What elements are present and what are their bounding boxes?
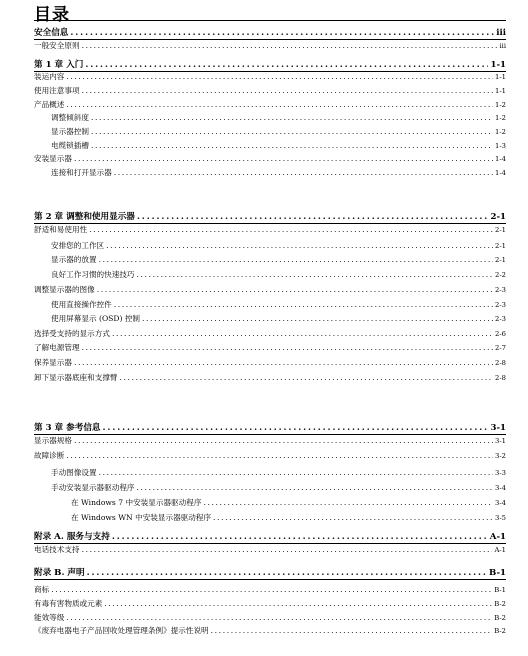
toc-entry-label: 《废弃电器电子产品回收处理管理条例》提示性说明 (34, 626, 209, 635)
dot-leader (103, 424, 489, 433)
toc-page-number: iii (496, 28, 506, 38)
toc-entry-label: 舒适和易使用性 (34, 225, 88, 234)
dot-leader (97, 286, 493, 294)
toc-entry[interactable] (34, 169, 506, 177)
toc-entry-label: 产品概述 (34, 100, 65, 109)
toc-entry-label: 装运内容 (34, 72, 65, 81)
toc-page-number: B-2 (494, 627, 506, 635)
toc-entry-label: 第 3 章 参考信息 (34, 423, 101, 433)
toc-chapter-heading[interactable] (34, 213, 506, 222)
toc-entry-label: 保养显示器 (34, 358, 72, 367)
toc-entry-label: 连接和打开显示器 (51, 168, 112, 177)
dot-leader (203, 499, 493, 507)
dot-leader (91, 128, 493, 136)
toc-page-number: iii (499, 42, 506, 50)
dot-leader (82, 546, 493, 554)
toc-entry-label: 选择受支持的显示方式 (34, 329, 110, 338)
toc-entry-label: 调整显示器的图像 (34, 285, 95, 294)
toc-entry[interactable] (34, 271, 506, 279)
toc-entry-label: 使用屏幕显示 (OSD) 控制 (51, 314, 141, 323)
dot-leader (87, 569, 487, 578)
toc-page-number: 1-2 (495, 101, 506, 109)
toc-page-number: 1-3 (495, 142, 506, 150)
toc-entry-label: 显示器的放置 (51, 255, 97, 264)
dot-leader (112, 330, 493, 338)
toc-entry[interactable] (34, 286, 506, 294)
toc-page-number: 2-3 (495, 286, 506, 294)
toc-page-number: 2-7 (495, 344, 506, 352)
toc-page-number: 1-1 (495, 87, 506, 95)
dot-leader (112, 533, 488, 542)
toc-page-number: 2-3 (495, 315, 506, 323)
toc-entry-label: 在 Windows WN 中安装显示器驱动程序 (71, 513, 212, 522)
toc-page-number: 3-3 (495, 469, 506, 477)
toc-entry-label: 安装显示器 (34, 154, 72, 163)
toc-entry[interactable] (34, 600, 506, 608)
toc-entry-label: 故障诊断 (34, 451, 65, 460)
toc-entry[interactable] (34, 359, 506, 367)
toc-entry[interactable] (34, 374, 506, 382)
toc-chapter-heading[interactable] (34, 61, 506, 70)
toc-entry-label: 卸下显示器底座和支撑臂 (34, 373, 118, 382)
toc-page-number: B-2 (494, 600, 506, 608)
chapter-rule (34, 71, 506, 72)
dot-leader (89, 226, 493, 234)
toc-page-number: B-1 (494, 586, 506, 594)
toc-entry[interactable] (34, 546, 506, 554)
toc-entry[interactable] (34, 614, 506, 622)
toc-entry-label: 显示器规格 (34, 436, 72, 445)
toc-entry[interactable] (34, 73, 506, 81)
chapter-rule (34, 434, 506, 435)
toc-page-number: A-1 (494, 546, 506, 554)
toc-entry[interactable] (34, 42, 506, 50)
dot-leader (99, 469, 493, 477)
toc-page-number: 3-5 (495, 514, 506, 522)
toc-entry[interactable] (34, 586, 506, 594)
dot-leader (120, 374, 494, 382)
dot-leader (66, 73, 493, 81)
toc-page-number: 1-4 (495, 169, 506, 177)
toc-page-number: 2-1 (495, 242, 506, 250)
dot-leader (82, 87, 493, 95)
toc-entry[interactable] (34, 499, 506, 507)
toc-chapter-heading[interactable] (34, 569, 506, 578)
toc-page-number: B-2 (494, 614, 506, 622)
dot-leader (99, 256, 493, 264)
toc-entry-label: 电话技术支持 (34, 545, 80, 554)
toc-page-number: 1-2 (495, 128, 506, 136)
dot-leader (91, 142, 493, 150)
page-title: 目录 (34, 5, 70, 25)
dot-leader (74, 437, 493, 445)
toc-page-number: 1-1 (490, 60, 506, 70)
toc-entry[interactable] (34, 301, 506, 309)
toc-page-number: 3-4 (495, 499, 506, 507)
toc-entry[interactable] (34, 315, 506, 323)
dot-leader (74, 155, 493, 163)
toc-entry[interactable] (34, 114, 506, 122)
toc-entry[interactable] (34, 469, 506, 477)
toc-page-number: A-1 (489, 532, 506, 542)
toc-entry-label: 一般安全原则 (34, 41, 80, 50)
dot-leader (85, 61, 488, 70)
toc-entry[interactable] (34, 128, 506, 136)
toc-entry[interactable] (34, 627, 506, 635)
dot-leader (66, 452, 493, 460)
dot-leader (137, 213, 489, 222)
toc-entry[interactable] (34, 155, 506, 163)
dot-leader (114, 169, 493, 177)
toc-page-number: 2-1 (490, 212, 506, 222)
dot-leader (51, 586, 492, 594)
chapter-rule (34, 579, 506, 580)
toc-page-number: 3-4 (495, 484, 506, 492)
toc-entry-label: 了解电源管理 (34, 343, 80, 352)
dot-leader (106, 242, 493, 250)
dot-leader (66, 614, 492, 622)
toc-chapter-heading[interactable] (34, 424, 506, 433)
dot-leader (114, 301, 493, 309)
dot-leader (70, 29, 494, 38)
toc-entry[interactable] (34, 484, 506, 492)
dot-leader (137, 484, 494, 492)
toc-entry[interactable] (34, 87, 506, 95)
toc-page-number: 2-8 (495, 359, 506, 367)
toc-page-number: 1-4 (495, 155, 506, 163)
dot-leader (66, 101, 493, 109)
chapter-rule (34, 39, 506, 40)
toc-entry-label: 良好工作习惯的快速技巧 (51, 270, 135, 279)
title-rule (34, 20, 506, 21)
chapter-rule (34, 223, 506, 224)
toc-entry-label: 调整倾斜度 (51, 113, 89, 122)
toc-entry-label: 附录 A. 服务与支持 (34, 532, 110, 542)
dot-leader (74, 359, 493, 367)
dot-leader (142, 315, 493, 323)
toc-entry-label: 第 2 章 调整和使用显示器 (34, 212, 135, 222)
toc-page-number: 3-1 (495, 437, 506, 445)
toc-entry[interactable] (34, 452, 506, 460)
toc-entry-label: 显示器控制 (51, 127, 89, 136)
dot-leader (213, 514, 493, 522)
toc-page-number: B-1 (489, 568, 506, 578)
toc-page-number: 2-6 (495, 330, 506, 338)
dot-leader (82, 42, 498, 50)
toc-entry-label: 附录 B. 声明 (34, 568, 85, 578)
toc-entry-label: 使用注意事项 (34, 86, 80, 95)
dot-leader (82, 344, 493, 352)
toc-entry-label: 安排您的工作区 (51, 241, 105, 250)
toc-entry[interactable] (34, 101, 506, 109)
dot-leader (91, 114, 493, 122)
toc-page-number: 2-8 (495, 374, 506, 382)
toc-page-number: 1-2 (495, 114, 506, 122)
toc-page-number: 3-1 (490, 423, 506, 433)
toc-entry[interactable] (34, 242, 506, 250)
toc-entry[interactable] (34, 437, 506, 445)
toc-page-number: 2-2 (495, 271, 506, 279)
toc-entry-label: 手动安装显示器驱动程序 (51, 483, 135, 492)
toc-chapter-heading[interactable] (34, 533, 506, 542)
toc-page-number: 3-2 (495, 452, 506, 460)
toc-entry[interactable] (34, 514, 506, 522)
toc-page-number: 2-1 (495, 256, 506, 264)
chapter-rule (34, 543, 506, 544)
toc-entry[interactable] (34, 256, 506, 264)
toc-entry[interactable] (34, 226, 506, 234)
toc-entry-label: 使用直接操作控件 (51, 300, 112, 309)
toc-entry-label: 在 Windows 7 中安装显示器驱动程序 (71, 498, 202, 507)
toc-entry-label: 能效等级 (34, 613, 65, 622)
toc-page-number: 1-1 (495, 73, 506, 81)
toc-entry-label: 手动图像设置 (51, 468, 97, 477)
dot-leader (211, 627, 493, 635)
toc-entry[interactable] (34, 330, 506, 338)
toc-entry-label: 安全信息 (34, 28, 69, 38)
toc-entry-label: 第 1 章 入门 (34, 60, 84, 70)
toc-entry[interactable] (34, 142, 506, 150)
toc-page-number: 2-1 (495, 226, 506, 234)
toc-entry-label: 商标 (34, 585, 50, 594)
dot-leader (104, 600, 492, 608)
toc-entry-label: 电缆锁插槽 (51, 141, 89, 150)
toc-entry-label: 有毒有害物质或元素 (34, 599, 103, 608)
toc-entry[interactable] (34, 344, 506, 352)
toc-chapter-heading[interactable] (34, 29, 506, 38)
toc-page-number: 2-3 (495, 301, 506, 309)
dot-leader (137, 271, 494, 279)
